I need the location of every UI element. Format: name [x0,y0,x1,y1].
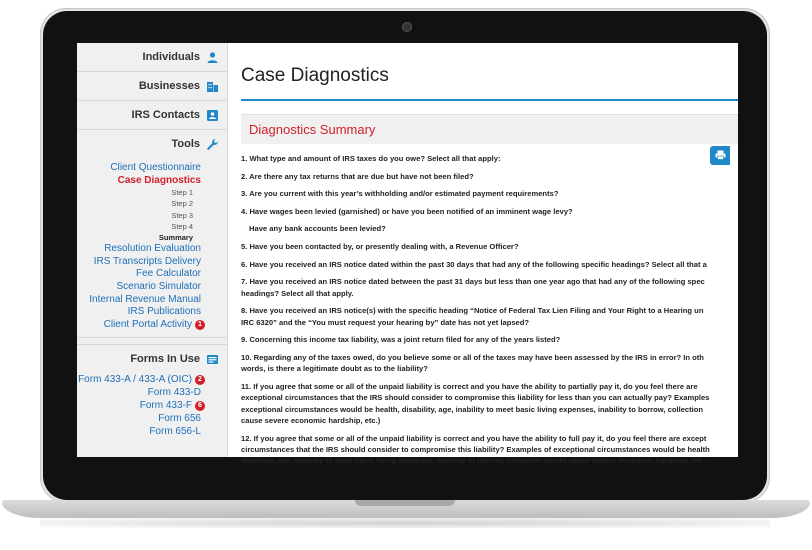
tool-resolution-evaluation[interactable]: Resolution Evaluation [104,243,201,255]
form-433-f[interactable] [77,399,227,412]
tool-scenario-simulator[interactable]: Scenario Simulator [116,280,201,292]
step-2[interactable]: Step 2 [171,199,193,209]
question-text: headings? Select all that apply. [241,288,354,298]
main-content [228,43,738,466]
step-summary[interactable]: Summary [158,233,193,242]
tool-client-questionnaire[interactable]: Client Questionnaire [110,162,201,173]
question-item[interactable] [241,153,737,164]
question-text: Have any bank accounts been levied? [249,224,386,234]
person-icon [206,51,219,64]
contact-card-icon [206,109,219,122]
form-433-d[interactable]: Form 433-D [147,387,201,399]
form-433-a-oic[interactable] [77,373,227,386]
tool-irs-transcripts-delivery[interactable]: IRS Transcripts Delivery [93,255,201,267]
question-item[interactable] [241,188,737,199]
question-item[interactable] [241,171,737,182]
question-text: cause severe economic hardship, etc.) [241,415,381,425]
laptop-notch [355,500,455,506]
summary-title: Diagnostics Summary [249,122,376,137]
tool-fee-calculator[interactable]: Fee Calculator [135,268,201,280]
question-item[interactable] [241,352,737,375]
print-button[interactable] [710,146,730,165]
question-item[interactable] [241,276,737,299]
step-1[interactable]: Step 1 [171,188,193,198]
question-list [241,153,737,467]
title-divider [241,99,738,101]
app-screen [77,43,738,466]
question-text: 4. Have wages been levied (garnished) or have you been notified of an imminent wage levy? [241,206,573,216]
tool-case-diagnostics[interactable]: Case Diagnostics [117,174,201,186]
step-3[interactable]: Step 3 [171,210,193,220]
nav-individuals[interactable] [77,43,227,72]
summary-header [241,114,738,144]
nav-tools[interactable] [77,130,227,158]
question-text: disability, age, inability to meet basic living expenses, inability to borrow, collection would cause severe economic hardship, etc. [241,456,706,466]
question-item[interactable] [241,259,737,270]
nav-individuals-label: Individuals [142,51,200,63]
question-text: IRC 6320” and the “You must request your hearing by” date has not yet lapsed? [241,317,530,327]
nav-businesses-label: Businesses [138,80,200,92]
question-item[interactable] [241,241,737,252]
form-433-f-label: Form 433-F [139,400,192,412]
tool-internal-revenue-manual[interactable]: Internal Revenue Manual [89,293,201,305]
question-text: exceptional circumstances that the IRS should consider to compromise this liability for less than you can actually pay? Examples [241,393,710,403]
forms-list [77,373,227,438]
nav-irs-contacts[interactable] [77,101,227,130]
form-433-a-oic-label: Form 433-A / 433-A (OIC) [78,374,192,386]
building-icon [206,80,219,93]
step-4[interactable]: Step 4 [171,221,193,231]
question-text: 2. Are there any tax returns that are due but have not been filed? [241,171,474,181]
question-item[interactable] [241,305,737,328]
question-item[interactable] [241,433,737,467]
camera-icon [403,23,411,31]
print-icon [715,147,726,165]
form-656-l[interactable]: Form 656-L [149,426,201,438]
question-text: 5. Have you been contacted by, or presently dealing with, a Revenue Officer? [241,241,519,251]
question-text: 3. Are you current with this year’s withholding and/or estimated payment requirements? [241,189,559,199]
tool-client-portal-activity[interactable] [77,319,227,332]
question-text: exceptional circumstances would be health, disability, age, inability to meet basic living expenses, inability to borrow, collection [241,404,704,414]
question-text: 6. Have you received an IRS notice dated within the past 30 days that had any of the following specific headings? Select all that a [241,259,707,269]
question-text: 9. Concerning this income tax liability, was a joint return filed for any of the years listed? [241,335,561,345]
form-656[interactable]: Form 656 [158,413,201,425]
question-text: circumstances that the IRS should consider to compromise this liability? Examples of exceptional circumstances would be health [241,444,710,454]
nav-businesses[interactable] [77,72,227,101]
question-text: 11. If you agree that some or all of the unpaid liability is correct and you have the ability to partially pay it, do you feel there are [241,381,698,391]
question-item[interactable] [241,206,737,217]
question-text: 8. Have you received an IRS notice(s) with the specific heading “Notice of Federal Tax Lien Filing and Your Right to a Hearing un [241,306,704,316]
question-text: 10. Regarding any of the taxes owed, do you believe some or all of the taxes may have been assessed by the IRS in error? In oth [241,352,704,362]
sidebar [77,43,228,457]
nav-forms-in-use[interactable] [77,344,227,373]
question-item[interactable] [241,334,737,345]
form-badge: 2 [195,375,205,385]
tool-client-portal-activity-label: Client Portal Activity [103,318,192,330]
tools-list [77,158,227,338]
notification-badge: 1 [195,320,205,330]
nav-tools-label: Tools [171,138,200,150]
question-item[interactable] [241,381,737,427]
forms-icon [206,353,219,366]
form-badge: 6 [195,401,205,411]
tool-irs-publications[interactable]: IRS Publications [127,306,201,318]
nav-irs-contacts-label: IRS Contacts [131,109,200,121]
laptop-shadow [40,518,770,528]
wrench-icon [206,138,219,151]
question-text: 12. If you agree that some or all of the unpaid liability is correct and you have the ability to full pay it, do you feel there are except [241,433,707,443]
question-item[interactable] [241,223,737,234]
question-text: 1. What type and amount of IRS taxes do you owe? Select all that apply: [241,154,501,163]
question-text: 7. Have you received an IRS notice dated between the past 31 days but less than one year ago that had any of the following spec [241,277,705,287]
page-title: Case Diagnostics [241,65,389,86]
question-text: words, is there a legitimate doubt as to the liability? [241,364,428,374]
nav-forms-in-use-label: Forms In Use [130,353,200,366]
